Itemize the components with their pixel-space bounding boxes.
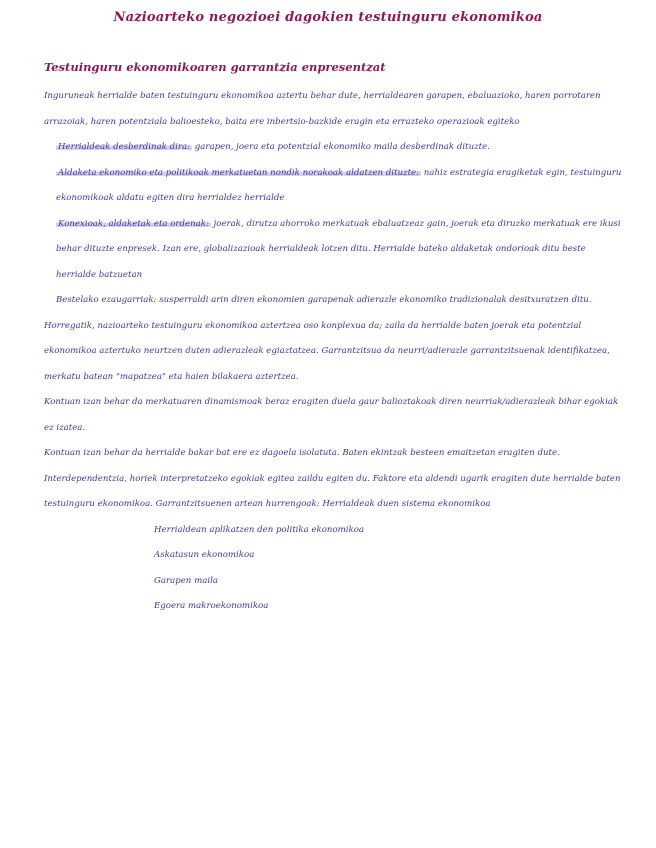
list-item: Askatasun ekonomikoa xyxy=(154,550,255,560)
paragraph: Konexioak, aldaketak eta ordenak: joerak, dirutza ahorroko merkatuak ebaluatzeaz gain, joerak eta diruzko merkatuak ere ikusi behar dituzte enpresek. Izan ere, globalizazioak herrialdeak lotzen ditu. Herrialde bateko aldaketak ondorioak ditu beste herrialde batzuetan xyxy=(56,218,621,280)
list-item: Garapen maila xyxy=(154,575,218,586)
paragraph: Kontuan izan behar da herrialde bakar bat ere ez dagoela isolatuta. Baten ekintzak besteen emaitzetan eragiten dute. Interdependentzia, horiek interpretatzeko egokiak egitea zaildu egiten du. Faktore eta aldendi ugarik eragiten dute herrialde baten testuinguru ekonomikoa. Garrantzitsuenen artean hurrengoak: Herrialdeak duen sistema ekonomikoa xyxy=(44,448,621,509)
paragraph: Bestelako ezaugarriak: susperraldi arin diren ekonomien garapenak adierazle ekonomiko tradizionalak desitxuratzen ditu. xyxy=(56,295,592,305)
list-item: Egoera makroekonomikoa xyxy=(154,601,269,611)
list-item: Herrialdeak duen sistema ekonomikoa xyxy=(322,499,491,509)
highlighted-term: Aldaketa ekonomiko eta politikoak merkatuetan nondik norakoak aldatzen dituzte: xyxy=(58,167,420,178)
paragraph: Aldaketa ekonomiko eta politikoak merkatuetan nondik norakoak aldatzen dituzte: nahiz estrategia eragiketak egin, testuinguru ekonomikoak aldatu egiten dira herrialdez herrialde xyxy=(56,167,622,203)
term: Bestelako ezaugarriak: xyxy=(56,295,157,305)
paragraph: Kontuan izan behar da merkatuaren dinamismoak beraz eragiten duela gaur balioztakoak diren neurriak/adierazleak bihar egokiak ez izatea. xyxy=(44,397,619,433)
page-title: Nazioarteko negozioei dagokien testuinguru ekonomikoa xyxy=(113,10,543,25)
paragraph: Herrialdeak desberdinak dira: garapen, joera eta potentzial ekonomiko maila desberdinak dituzte. xyxy=(58,142,490,152)
paragraph: Inguruneak herrialde baten testuinguru ekonomikoa aztertu behar dute, herrialdearen garapen, ebaluazioko, haren porrotaren arrazoiak, haren potentziala balioesteko, baita ere inbertsio-bazkide eragin eta errazteko operazioak egiteko xyxy=(44,91,601,127)
list-item: Herrialdean aplikatzen den politika ekonomikoa xyxy=(154,524,365,535)
document-body xyxy=(44,84,624,620)
highlighted-term: Konexioak, aldaketak eta ordenak: xyxy=(58,218,209,229)
paragraph: Horregatik, nazioarteko testuinguru ekonomikoa aztertzea oso konplexua da; zaila da herrialde baten joerak eta potentzial ekonomikoa aztertuko neurtzen duten adierazleak egiaztatzea. Garrantzitsua da neurri/adierazle garrantzitsuenak identifikatzea, merkatu batean "mapatzea" eta haien bilakaera aztertzea. xyxy=(44,320,610,382)
factor-list xyxy=(44,518,624,620)
highlighted-term: Herrialdeak desberdinak dira: xyxy=(58,142,190,152)
section-heading: Testuinguru ekonomikoaren garrantzia enpresentzat xyxy=(44,60,386,74)
